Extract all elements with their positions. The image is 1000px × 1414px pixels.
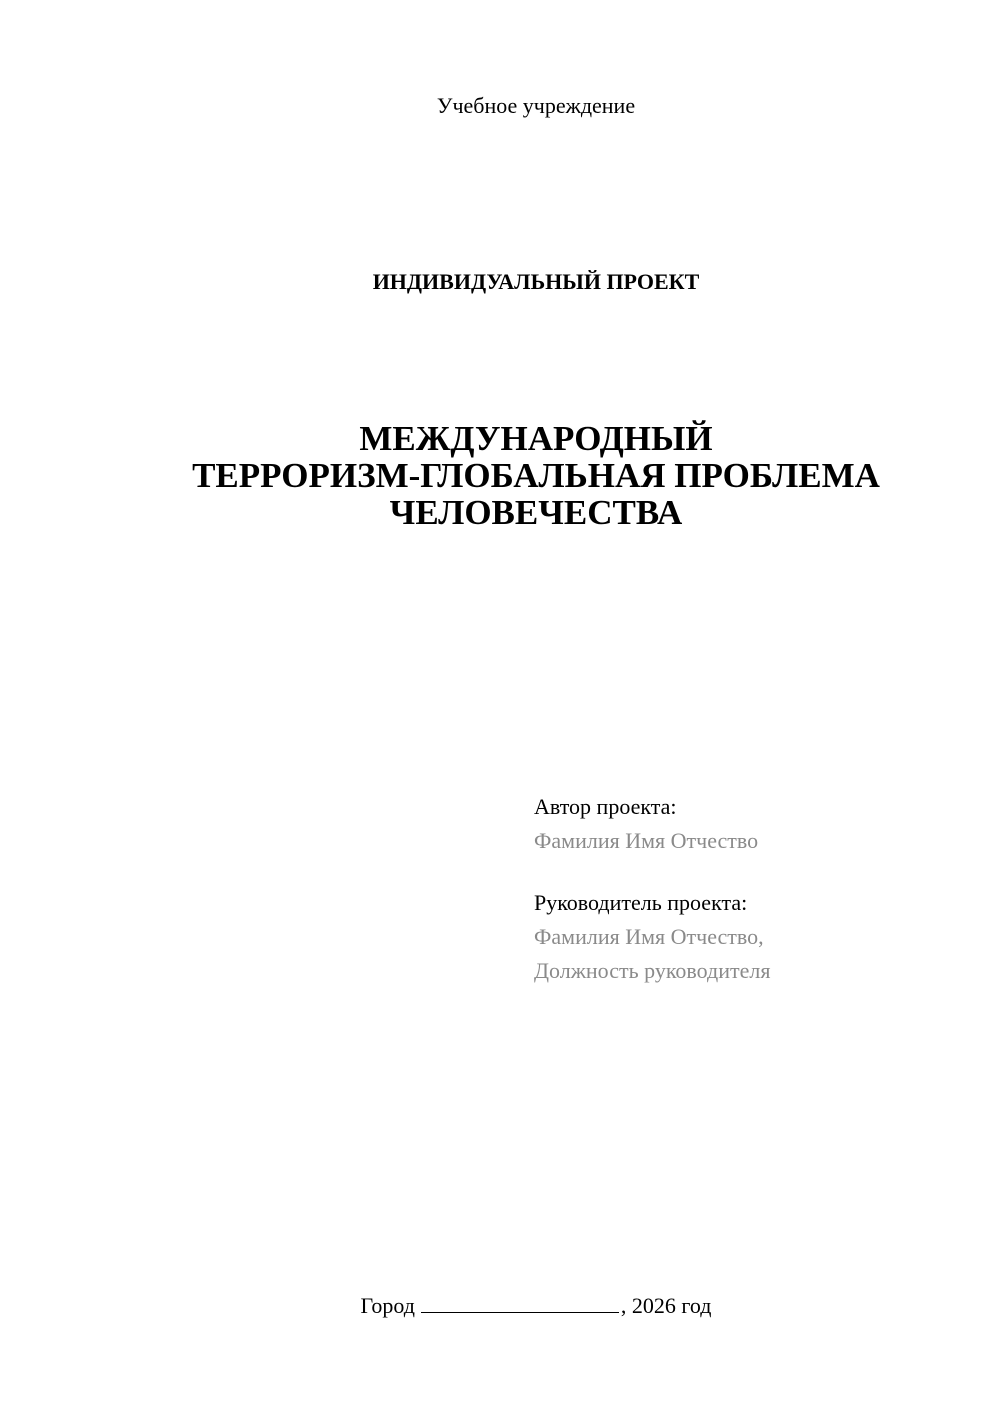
city-label: Город <box>360 1293 415 1318</box>
project-type-heading: ИНДИВИДУАЛЬНЫЙ ПРОЕКТ <box>372 269 700 294</box>
author-label: Автор проекта: <box>534 794 677 819</box>
credits-block <box>534 790 770 988</box>
author-name: Фамилия Имя Отчество <box>534 828 759 853</box>
title-line-1: МЕЖДУНАРОДНЫЙ <box>359 419 713 458</box>
project-title <box>0 420 1000 531</box>
title-line-3: ЧЕЛОВЕЧЕСТВА <box>389 493 683 532</box>
title-line-2: ТЕРРОРИЗМ-ГЛОБАЛЬНАЯ ПРОБЛЕМА <box>192 456 880 495</box>
supervisor-name: Фамилия Имя Отчество, <box>534 924 764 949</box>
supervisor-label: Руководитель проекта: <box>534 890 748 915</box>
institution-name: Учебное учреждение <box>436 93 636 118</box>
city-year-line <box>0 1290 1000 1321</box>
supervisor-position: Должность руководителя <box>534 958 771 983</box>
city-blank-underline <box>421 1290 619 1313</box>
credits-spacer <box>534 858 770 886</box>
year-text: , 2026 год <box>620 1293 712 1318</box>
